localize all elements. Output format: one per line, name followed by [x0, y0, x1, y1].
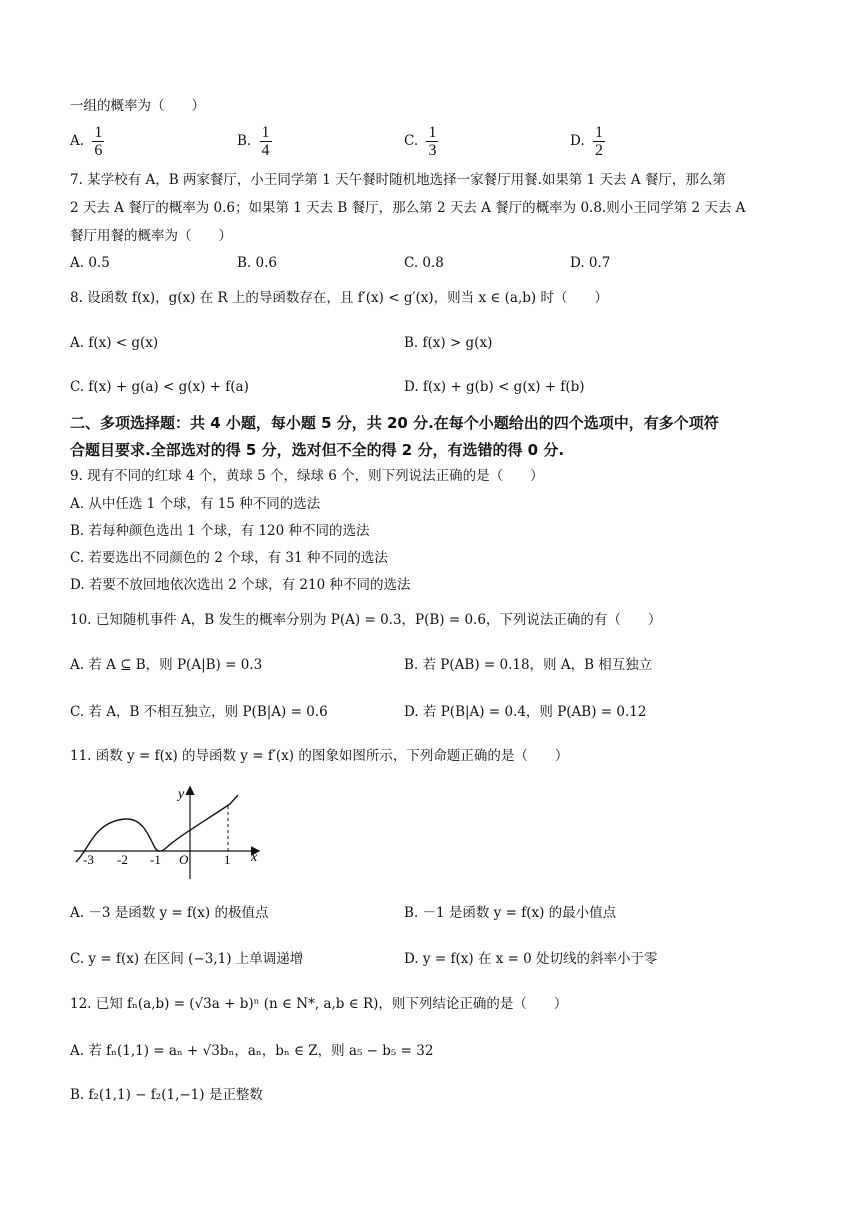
q11-option-d[interactable]: D. y = f(x) 在 x = 0 处切线的斜率小于零	[404, 951, 658, 967]
q6-option-c[interactable]: C. $\frac{1}{3}$	[404, 124, 437, 159]
q9-option-d[interactable]: D. 若要不放回地依次选出 2 个球，有 210 种不同的选法	[70, 577, 411, 593]
tick-label: -1	[150, 852, 161, 867]
q9-option-c[interactable]: C. 若要选出不同颜色的 2 个球，有 31 种不同的选法	[70, 550, 388, 566]
fraction: $\frac{1}{2}$	[594, 124, 603, 159]
q10-option-b[interactable]: B. 若 P(AB) = 0.18，则 A，B 相互独立	[404, 657, 653, 673]
fraction: $\frac{1}{4}$	[261, 124, 270, 159]
q6-option-b[interactable]: B. $\frac{1}{4}$	[237, 124, 270, 159]
q9-stem: 9. 现有不同的红球 4 个，黄球 5 个，绿球 6 个，则下列说法正确的是（ ）	[70, 468, 544, 484]
q8-option-c[interactable]: C. f(x) + g(a) < g(x) + f(a)	[70, 379, 249, 395]
q8-option-b[interactable]: B. f(x) > g(x)	[404, 335, 493, 351]
section-heading-line-2: 合题目要求.全部选对的得 5 分，选对但不全的得 2 分，有选错的得 0 分.	[70, 441, 565, 459]
q7-option-b[interactable]: B. 0.6	[237, 255, 277, 271]
q6-option-a[interactable]: A. $\frac{1}{6}$	[70, 124, 103, 159]
q12-option-b[interactable]: B. f₂(1,1) − f₂(1,−1) 是正整数	[70, 1087, 263, 1103]
q8-option-a[interactable]: A. f(x) < g(x)	[70, 335, 159, 351]
derivative-graph	[70, 782, 270, 882]
q7-line-1: 7. 某学校有 A，B 两家餐厅，小王同学第 1 天午餐时随机地选择一家餐厅用餐.如果第 1 天去 A 餐厅，那么第	[70, 172, 726, 188]
q7-option-a[interactable]: A. 0.5	[70, 255, 110, 271]
x-axis-label: x	[251, 850, 258, 865]
q6-option-d[interactable]: D. $\frac{1}{2}$	[570, 124, 603, 159]
q7-option-c[interactable]: C. 0.8	[404, 255, 444, 271]
q9-option-b[interactable]: B. 若每种颜色选出 1 个球，有 120 种不同的选法	[70, 523, 370, 539]
origin-label: O	[179, 852, 189, 867]
q11-stem: 11. 函数 y = f(x) 的导函数 y = f′(x) 的图象如图所示，下列命题正确的是（ ）	[70, 748, 569, 764]
q12-stem: 12. 已知 fₙ(a,b) = (√3a + b)ⁿ (n ∈ N*, a,b ∈ R)，则下列结论正确的是（ ）	[70, 996, 568, 1012]
q12-option-a[interactable]: A. 若 fₙ(1,1) = aₙ + √3bₙ，aₙ，bₙ ∈ Z，则 a₅ − b₅ = 32	[70, 1043, 434, 1059]
y-axis-label: y	[178, 787, 185, 802]
q10-option-a[interactable]: A. 若 A ⊆ B，则 P(A|B) = 0.3	[70, 657, 263, 673]
q10-option-d[interactable]: D. 若 P(B|A) = 0.4，则 P(AB) = 0.12	[404, 704, 647, 720]
q11-option-c[interactable]: C. y = f(x) 在区间 (−3,1) 上单调递增	[70, 951, 304, 967]
q9-option-a[interactable]: A. 从中任选 1 个球，有 15 种不同的选法	[70, 496, 321, 512]
q7-line-3: 餐厅用餐的概率为（ ）	[70, 228, 232, 244]
q8-stem: 8. 设函数 f(x)，g(x) 在 R 上的导函数存在，且 f′(x) < g′(x)，则当 x ∈ (a,b) 时（ ）	[70, 290, 608, 306]
q8-option-d[interactable]: D. f(x) + g(b) < g(x) + f(b)	[404, 379, 585, 395]
q7-line-2: 2 天去 A 餐厅的概率为 0.6；如果第 1 天去 B 餐厅，那么第 2 天去 A 餐厅的概率为 0.8.则小王同学第 2 天去 A	[70, 200, 746, 216]
tick-label: -2	[117, 852, 128, 867]
fraction: $\frac{1}{3}$	[428, 124, 437, 159]
q11-option-a[interactable]: A. －3 是函数 y = f(x) 的极值点	[70, 905, 269, 921]
tick-label: -3	[83, 852, 94, 867]
fraction: $\frac{1}{6}$	[94, 124, 103, 159]
q10-stem: 10. 已知随机事件 A，B 发生的概率分别为 P(A) = 0.3，P(B) = 0.6，下列说法正确的有（ ）	[70, 612, 662, 628]
q11-option-b[interactable]: B. －1 是函数 y = f(x) 的最小值点	[404, 905, 617, 921]
section-heading-line-1: 二、多项选择题：共 4 小题，每小题 5 分，共 20 分.在每个小题给出的四个选项中，有多个项符	[70, 414, 719, 432]
q10-option-c[interactable]: C. 若 A，B 不相互独立，则 P(B|A) = 0.6	[70, 704, 328, 720]
tick-label: 1	[224, 852, 231, 867]
q7-option-d[interactable]: D. 0.7	[570, 255, 611, 271]
q6-stem-tail: 一组的概率为（ ）	[70, 98, 205, 114]
